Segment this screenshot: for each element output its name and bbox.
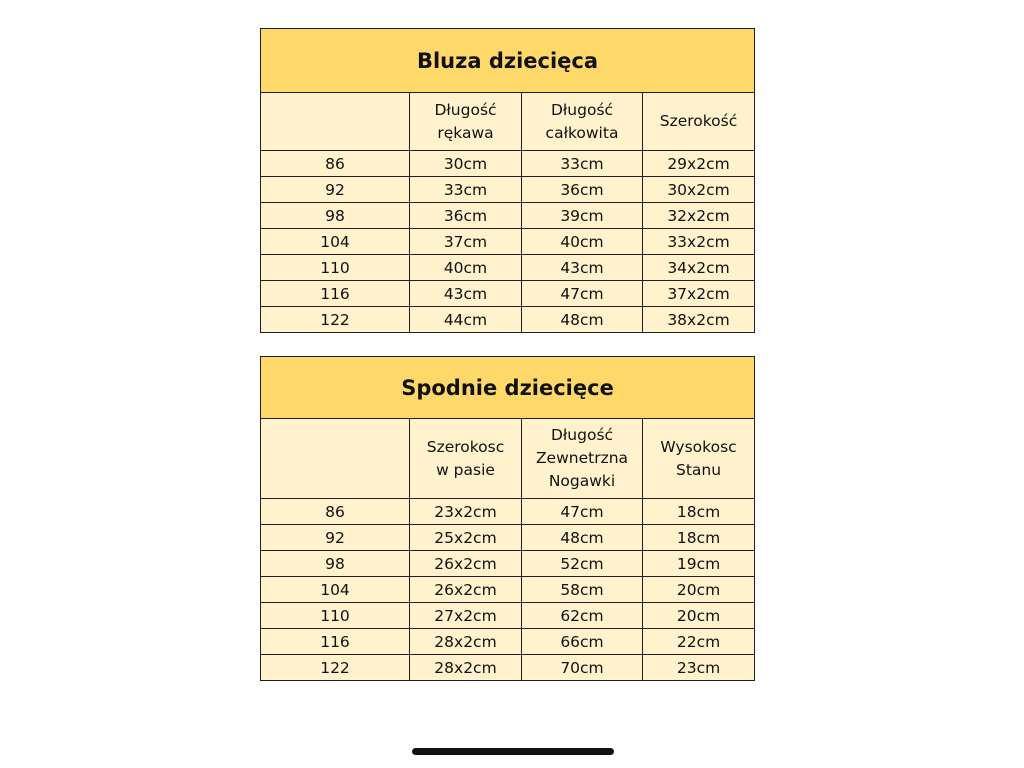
size-cell: 92 [261, 177, 410, 203]
value-cell: 36cm [410, 203, 522, 229]
header-row [261, 93, 755, 151]
table-row [261, 629, 755, 655]
bluza-size-table [260, 28, 755, 333]
size-cell: 98 [261, 203, 410, 229]
table-row [261, 281, 755, 307]
table-title: Spodnie dziecięce [261, 357, 755, 419]
value-cell: 44cm [410, 307, 522, 333]
value-cell: 58cm [522, 577, 643, 603]
value-cell: 28x2cm [410, 655, 522, 681]
value-cell: 26x2cm [410, 577, 522, 603]
value-cell: 62cm [522, 603, 643, 629]
table-row [261, 655, 755, 681]
size-cell: 92 [261, 525, 410, 551]
table-row [261, 525, 755, 551]
size-cell: 122 [261, 655, 410, 681]
size-cell: 110 [261, 255, 410, 281]
value-cell: 19cm [643, 551, 755, 577]
value-cell: 37cm [410, 229, 522, 255]
value-cell: 70cm [522, 655, 643, 681]
value-cell: 48cm [522, 525, 643, 551]
size-cell: 104 [261, 577, 410, 603]
value-cell: 52cm [522, 551, 643, 577]
value-cell: 29x2cm [643, 151, 755, 177]
header-row [261, 419, 755, 499]
size-cell: 86 [261, 151, 410, 177]
value-cell: 30x2cm [643, 177, 755, 203]
header-size [261, 419, 410, 499]
value-cell: 43cm [410, 281, 522, 307]
size-cell: 116 [261, 629, 410, 655]
value-cell: 33x2cm [643, 229, 755, 255]
table-row [261, 229, 755, 255]
spodnie-size-table [260, 356, 755, 681]
value-cell: 36cm [522, 177, 643, 203]
table-row [261, 203, 755, 229]
value-cell: 33cm [522, 151, 643, 177]
size-cell: 116 [261, 281, 410, 307]
table-row [261, 551, 755, 577]
value-cell: 27x2cm [410, 603, 522, 629]
table-row [261, 151, 755, 177]
value-cell: 43cm [522, 255, 643, 281]
table-title: Bluza dziecięca [261, 29, 755, 93]
value-cell: 33cm [410, 177, 522, 203]
value-cell: 38x2cm [643, 307, 755, 333]
value-cell: 47cm [522, 281, 643, 307]
header-col-2: Długość całkowita [522, 93, 643, 151]
value-cell: 22cm [643, 629, 755, 655]
value-cell: 47cm [522, 499, 643, 525]
value-cell: 66cm [522, 629, 643, 655]
header-col-1: Długość rękawa [410, 93, 522, 151]
value-cell: 39cm [522, 203, 643, 229]
header-col-2: Długość Zewnetrzna Nogawki [522, 419, 643, 499]
table-row [261, 577, 755, 603]
header-col-3: Wysokosc Stanu [643, 419, 755, 499]
value-cell: 32x2cm [643, 203, 755, 229]
value-cell: 40cm [410, 255, 522, 281]
home-indicator-bar[interactable] [412, 748, 614, 755]
value-cell: 40cm [522, 229, 643, 255]
value-cell: 26x2cm [410, 551, 522, 577]
value-cell: 18cm [643, 499, 755, 525]
value-cell: 20cm [643, 577, 755, 603]
header-col-3: Szerokość [643, 93, 755, 151]
size-cell: 98 [261, 551, 410, 577]
size-cell: 110 [261, 603, 410, 629]
size-cell: 104 [261, 229, 410, 255]
value-cell: 37x2cm [643, 281, 755, 307]
table-row [261, 255, 755, 281]
value-cell: 23x2cm [410, 499, 522, 525]
value-cell: 30cm [410, 151, 522, 177]
size-cell: 122 [261, 307, 410, 333]
table-row [261, 603, 755, 629]
value-cell: 20cm [643, 603, 755, 629]
value-cell: 28x2cm [410, 629, 522, 655]
header-size [261, 93, 410, 151]
header-col-1: Szerokosc w pasie [410, 419, 522, 499]
table-row [261, 177, 755, 203]
table-row [261, 307, 755, 333]
value-cell: 34x2cm [643, 255, 755, 281]
value-cell: 23cm [643, 655, 755, 681]
value-cell: 25x2cm [410, 525, 522, 551]
size-cell: 86 [261, 499, 410, 525]
value-cell: 48cm [522, 307, 643, 333]
table-row [261, 499, 755, 525]
value-cell: 18cm [643, 525, 755, 551]
